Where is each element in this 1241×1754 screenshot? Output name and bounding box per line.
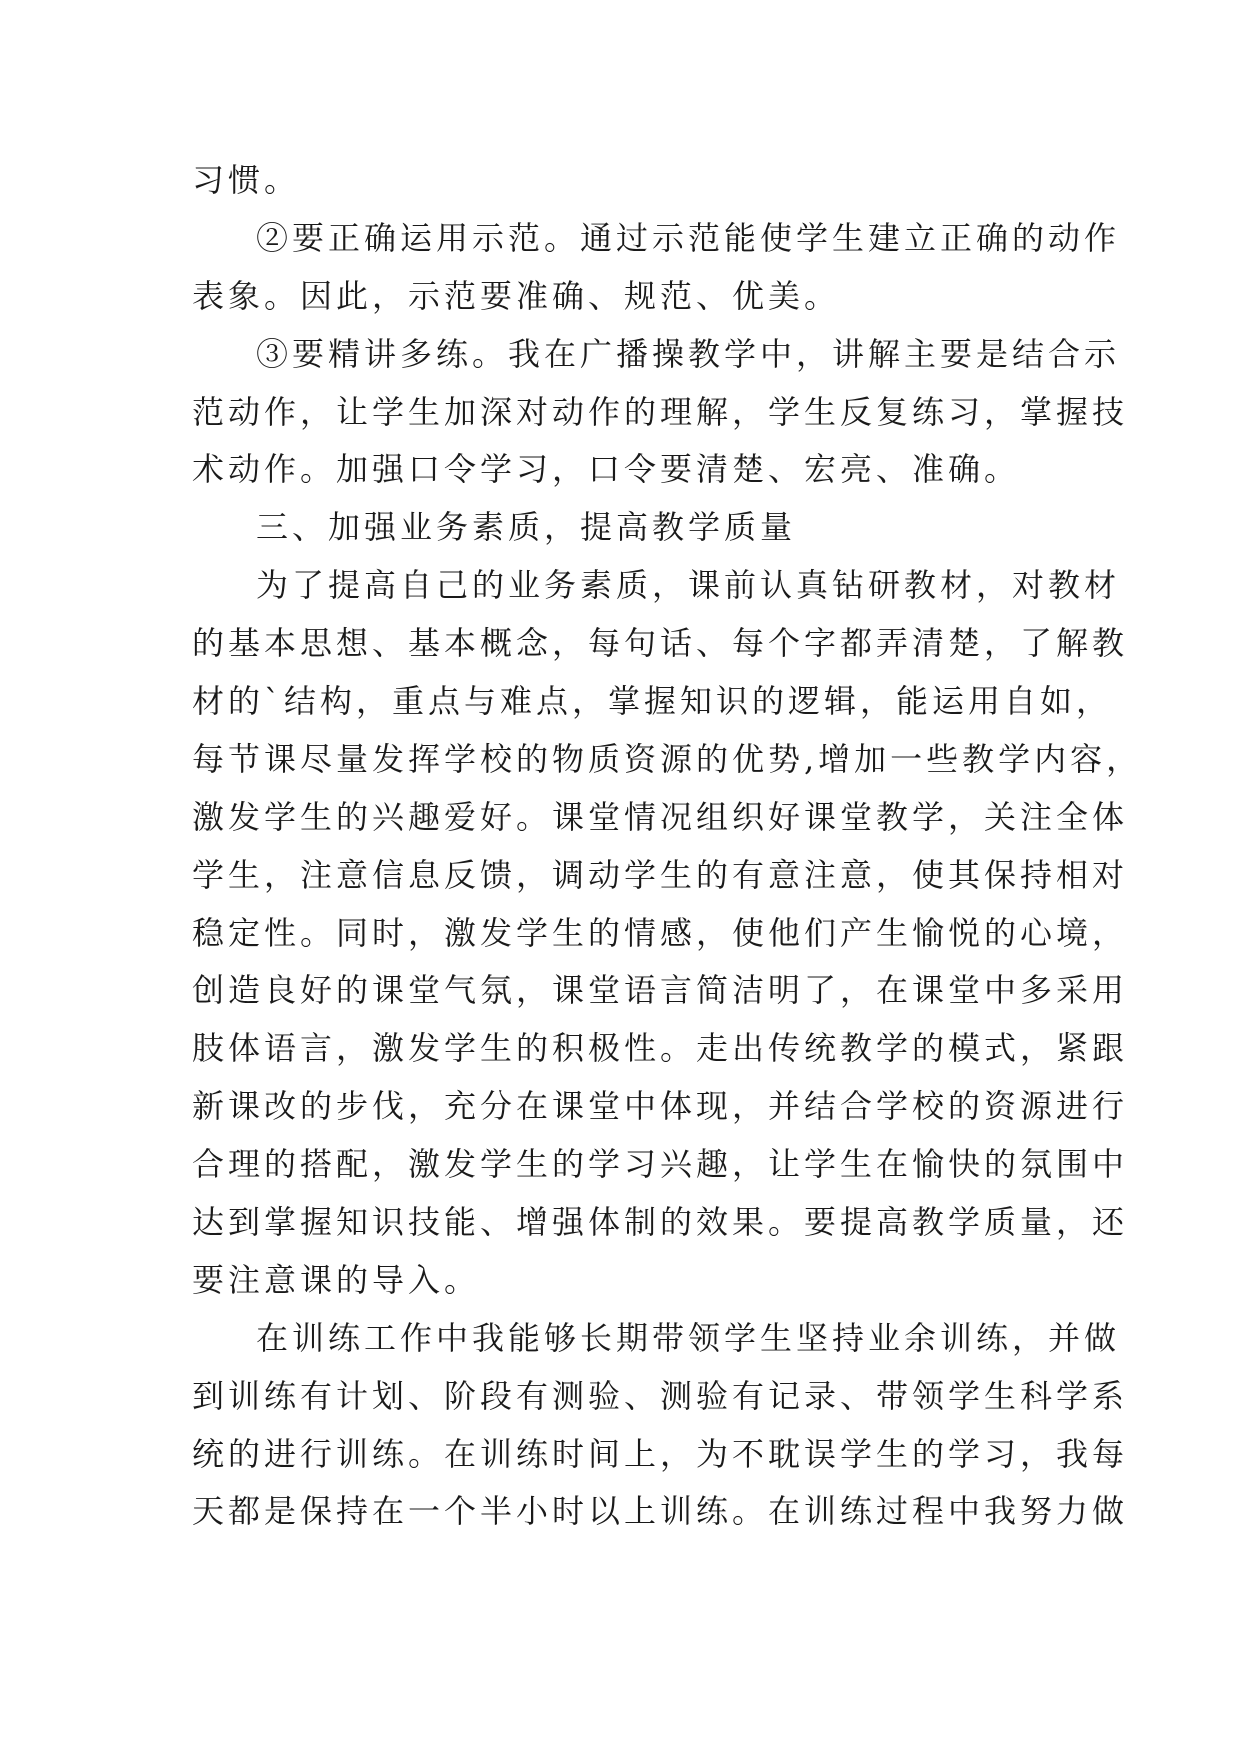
text-line: ③要精讲多练。我在广播操教学中，讲解主要是结合示 — [256, 334, 1121, 373]
text-line: 稳定性。同时，激发学生的情感，使他们产生愉悦的心境， — [192, 913, 1129, 952]
text-line: 要注意课的导入。 — [192, 1260, 481, 1299]
text-line: 术动作。加强口令学习，口令要清楚、宏亮、准确。 — [192, 450, 1021, 489]
document-body — [192, 152, 1143, 1541]
text-line: 表象。因此，示范要准确、规范、优美。 — [192, 276, 841, 315]
text-line: 到训练有计划、阶段有测验、测验有记录、带领学生科学系 — [192, 1376, 1129, 1415]
text-line: ②要正确运用示范。通过示范能使学生建立正确的动作 — [256, 218, 1121, 257]
text-line: 范动作，让学生加深对动作的理解，学生反复练习，掌握技 — [192, 392, 1129, 431]
text-line: 达到掌握知识技能、增强体制的效果。要提高教学质量，还 — [192, 1203, 1129, 1242]
text-line: 学生，注意信息反馈，调动学生的有意注意，使其保持相对 — [192, 855, 1129, 894]
text-line: 肢体语言，激发学生的积极性。走出传统教学的模式，紧跟 — [192, 1029, 1129, 1068]
text-line: 在训练工作中我能够长期带领学生坚持业余训练，并做 — [256, 1318, 1121, 1357]
text-line: 统的进行训练。在训练时间上，为不耽误学生的学习，我每 — [192, 1434, 1129, 1473]
text-line: 激发学生的兴趣爱好。课堂情况组织好课堂教学，关注全体 — [192, 797, 1129, 836]
section-heading: 三、加强业务素质，提高教学质量 — [256, 508, 797, 547]
text-line: 天都是保持在一个半小时以上训练。在训练过程中我努力做 — [192, 1492, 1129, 1531]
text-line: 材的`结构，重点与难点，掌握知识的逻辑，能运用自如， — [192, 682, 1113, 721]
text-line: 创造良好的课堂气氛，课堂语言简洁明了，在课堂中多采用 — [192, 971, 1129, 1010]
text-line: 习惯。 — [192, 161, 301, 199]
text-line: 合理的搭配，激发学生的学习兴趣，让学生在愉快的氛围中 — [192, 1145, 1129, 1184]
text-line: 每节课尽量发挥学校的物质资源的优势,增加一些教学内容， — [192, 739, 1143, 778]
text-line: 的基本思想、基本概念，每句话、每个字都弄清楚，了解教 — [192, 624, 1129, 663]
text-line: 新课改的步伐，充分在课堂中体现，并结合学校的资源进行 — [192, 1087, 1129, 1126]
text-line: 为了提高自己的业务素质，课前认真钻研教材，对教材 — [256, 566, 1121, 605]
